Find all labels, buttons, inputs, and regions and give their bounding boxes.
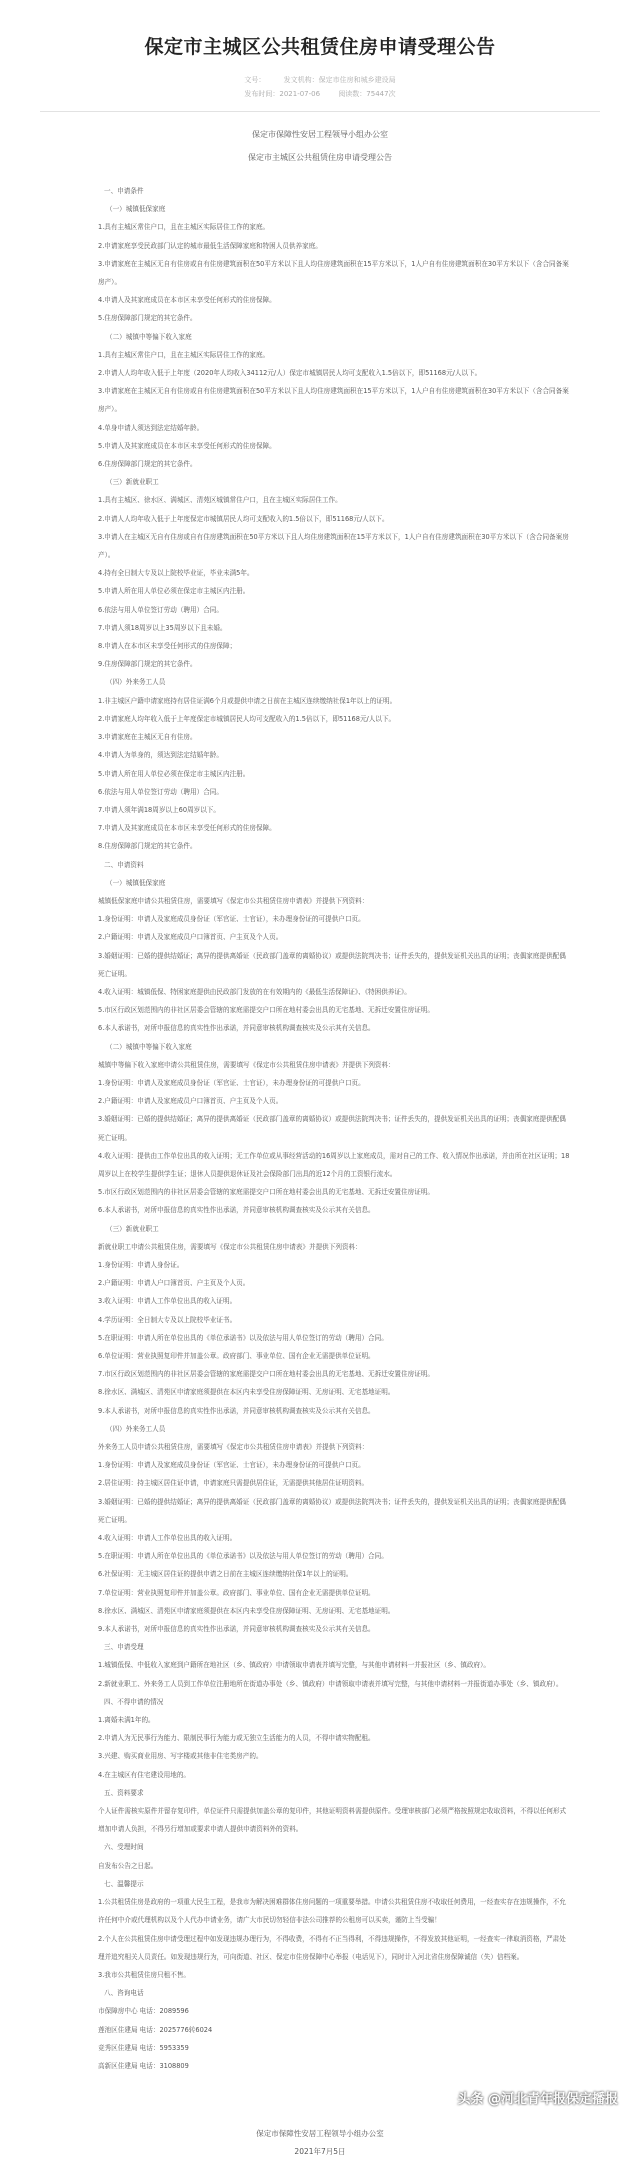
- view-count: 阅读数：75447次: [338, 90, 396, 98]
- paragraph: 1.城镇低保、中低收入家庭到户籍所在地社区（乡、镇政府）申请领取申请表并填写完整，与其他申请材料一并报社区（乡、镇政府）。: [98, 1661, 491, 1670]
- section-heading: 八、咨询电话: [104, 1989, 144, 1998]
- paragraph: 6.住房保障部门规定的其它条件。: [98, 460, 197, 469]
- paragraph: 3.申请家庭在主城区无自有住房或自有住房建筑面积在50平方米以下且人均住房建筑面积在15平方米以下，1人户自有住房建筑面积在30平方米以下（含合同备案房产）。: [98, 259, 569, 287]
- paragraph: 城镇中等偏下收入家庭申请公共租赁住房，需要填写《保定市公共租赁住房申请表》并提供下列资料：: [98, 1060, 395, 1069]
- paragraph: 3.我市公共租赁住房只租不售。: [98, 1970, 191, 1979]
- paragraph: 2.申请人人均年收入低于上年度保定市城镇居民人均可支配收入的1.5倍以下，即51168元/人以下。: [98, 514, 389, 523]
- issuer-line: 保定市保障性安居工程领导小组办公室: [252, 130, 388, 139]
- subsection-heading: （四）外来务工人员: [106, 678, 166, 687]
- paragraph: 8.住房保障部门规定的其它条件。: [98, 842, 197, 851]
- paragraph: 个人证件需核实原件并留存复印件，单位证件只需提供加盖公章的复印件，其他证明资料需提供原件。受理审核部门必须严格按照规定收取资料，不得以任何形式增加申请人负担，不得另行增加或要求申请人提供申请资料外的资料。: [98, 1807, 567, 1834]
- paragraph: 7.申请人须年满18周岁以上60周岁以下。: [98, 805, 220, 814]
- signature-block: [40, 2125, 600, 2161]
- paragraph: 2.户籍证明：申请人及家庭成员户口簿首页、户主页及个人页。: [98, 1097, 283, 1106]
- paragraph: 6.依法与用人单位签订劳动（聘用）合同。: [98, 605, 223, 614]
- paragraph: 6.依法与用人单位签订劳动（聘用）合同。: [98, 787, 223, 796]
- subsection-heading: （三）新就业职工: [106, 1224, 159, 1233]
- paragraph: 3.兴建、购买商业用房、写字楼或其他非住宅类房产的。: [98, 1752, 263, 1761]
- paragraph: 5.在职证明：申请人所在单位出具的《单位承诺书》以及依法与用人单位签订的劳动（聘用）合同。: [98, 1333, 388, 1342]
- paragraph: 高新区住建局 电话：3108809: [98, 2061, 189, 2070]
- paragraph: 4.在主城区有住宅建设用地的。: [98, 1770, 191, 1779]
- paragraph: 5.市区行政区划范围内的非社区居委会管辖的家庭需提交户口所在地村委会出具的无宅基地、无拆迁安置住房证明。: [98, 1188, 434, 1197]
- paragraph: 4.收入证明：申请人工作单位出具的收入证明。: [98, 1534, 237, 1543]
- paragraph: 1.身份证明：申请人及家庭成员身份证（军官证、士官证），未办理身份证的可提供户口页。: [98, 1078, 365, 1087]
- paragraph: 6.社保证明：无主城区居住证的提供申请之日前在主城区连续缴纳社保1年以上的证明。: [98, 1570, 353, 1579]
- paragraph: 7.申请人及其家庭成员在本市区未享受任何形式的住房保障。: [98, 824, 276, 833]
- signature-date: 2021年7月5日: [294, 2147, 346, 2157]
- paragraph: 3.婚姻证明：已婚的提供结婚证；离异的提供离婚证（民政部门盖章的离婚协议）或提供法院判决书；证件丢失的，提供发证机关出具的证明；丧偶家庭提供配偶死亡证明。: [98, 1115, 566, 1142]
- subsection-heading: （四）外来务工人员: [106, 1424, 166, 1433]
- paragraph: 自发布公告之日起。: [98, 1861, 158, 1870]
- paragraph: 外来务工人员申请公共租赁住房，需要填写《保定市公共租赁住房申请表》并提供下列资料：: [98, 1443, 369, 1452]
- paragraph: 2.申请人为无民事行为能力、限制民事行为能力或无独立生活能力的人员，不得申请实物配租。: [98, 1734, 375, 1743]
- paragraph: 6.本人承诺书，对所申报信息的真实性作出承诺，并同意审核机构调查核实及公示其有关信息。: [98, 1206, 375, 1215]
- paragraph: 3.申请家庭在主城区无自有住房或自有住房建筑面积在50平方米以下且人均住房建筑面积在15平方米以下，1人户自有住房建筑面积在30平方米以下（含合同备案房产）。: [98, 387, 569, 414]
- paragraph: 5.申请人及其家庭成员在本市区未享受任何形式的住房保障。: [98, 441, 276, 450]
- paragraph: 5.申请人所在用人单位必须在保定市主城区内注册。: [98, 769, 250, 778]
- paragraph: 5.申请人所在用人单位必须在保定市主城区内注册。: [98, 587, 250, 596]
- subsection-heading: （二）城镇中等偏下收入家庭: [106, 332, 192, 341]
- subsection-heading: （一）城镇低保家庭: [106, 878, 166, 887]
- paragraph: 莲池区住建局 电话：2025776转6024: [98, 2025, 213, 2034]
- paragraph: 2.新就业职工、外来务工人员到工作单位注册地所在街道办事处（乡、镇政府）申请领取申请表并填写完整，与其他申请材料一并报街道办事处（乡、镇政府）。: [98, 1679, 563, 1688]
- paragraph: 3.婚姻证明：已婚的提供结婚证；离异的提供离婚证（民政部门盖章的离婚协议）或提供法院判决书；证件丢失的，提供发证机关出具的证明；丧偶家庭提供配偶死亡证明。: [98, 1497, 566, 1524]
- section-heading: 三、申请受理: [104, 1643, 144, 1652]
- paragraph: 4.学历证明：全日制大专及以上院校毕业证书。: [98, 1315, 237, 1324]
- paragraph: 城镇低保家庭申请公共租赁住房，需要填写《保定市公共租赁住房申请表》并提供下列资料：: [98, 896, 369, 905]
- subsection-heading: （三）新就业职工: [106, 478, 159, 487]
- paragraph: 1.具有主城区、徐水区、满城区、清苑区城镇常住户口，且在主城区实际居住工作。: [98, 496, 342, 505]
- paragraph: 8.申请人在本市区未享受任何形式的住房保障；: [98, 642, 237, 651]
- section-heading: 五、资料要求: [104, 1788, 144, 1797]
- paragraph: 4.收入证明：城镇低保、特困家庭提供由民政部门发放的在有效期内的《最低生活保障证》、《特困供养证》。: [98, 987, 411, 996]
- paragraph: 2.户籍证明：申请人户口簿首页、户主页及个人页。: [98, 1279, 250, 1288]
- subsection-heading: （一）城镇低保家庭: [106, 205, 166, 214]
- paragraph: 1.身份证明：申请人及家庭成员身份证（军官证、士官证），未办理身份证的可提供户口页。: [98, 915, 365, 924]
- subtitle-line: 保定市主城区公共租赁住房申请受理公告: [248, 153, 392, 162]
- paragraph: 1.具有主城区常住户口，且在主城区实际居住工作的家庭。: [98, 350, 270, 359]
- section-heading: 一、申请条件: [104, 187, 144, 195]
- paragraph: 7.市区行政区划范围内的非社区居委会管辖的家庭需提交户口所在地村委会出具的无宅基地、无拆迁安置住房证明。: [98, 1370, 434, 1379]
- paragraph: 9.本人承诺书，对所申报信息的真实性作出承诺，并同意审核机构调查核实及公示其有关信息。: [98, 1625, 375, 1634]
- divider: [40, 111, 600, 112]
- paragraph: 4.持有全日制大专及以上院校毕业证，毕业未满5年。: [98, 569, 254, 578]
- paragraph: 8.徐水区、满城区、清苑区申请家庭须提供在本区内未享受住房保障证明、无房证明、无宅基地证明。: [98, 1388, 395, 1397]
- paragraph: 1.公共租赁住房是政府的一项重大民生工程，是我市为解决困难群体住房问题的一项重要举措。申请公共租赁住房不收取任何费用，一经查实存在违规操作，不允许任何中介或代理机构以及个人代办申请业务，请广大市民切勿轻信非法公司推荐的公租房可以买卖，谨防上当受骗！: [98, 1898, 566, 1925]
- watermark: 头条 @河北青年报保定播报: [457, 2092, 618, 2107]
- doc-number-label: 文号：: [244, 76, 266, 84]
- paragraph: 1.身份证明：申请人身份证。: [98, 1260, 184, 1269]
- paragraph: 竞秀区住建局 电话：5953359: [98, 2043, 189, 2052]
- paragraph: 9.住房保障部门规定的其它条件。: [98, 660, 197, 669]
- paragraph: 2.申请人人均年收入低于上年度（2020年人均收入34112元/人）保定市城镇居民人均可支配收入1.5倍以下，即51168元/人以下。: [98, 369, 482, 378]
- paragraph: 5.住房保障部门规定的其它条件。: [98, 314, 197, 323]
- paragraph: 5.在职证明：申请人所在单位出具的《单位承诺书》以及依法与用人单位签订的劳动（聘用）合同。: [98, 1552, 388, 1561]
- paragraph: 2.申请家庭享受民政部门认定的城市最低生活保障家庭和特困人员供养家庭。: [98, 241, 322, 250]
- paragraph: 2.申请家庭人均年收入低于上年度保定市城镇居民人均可支配收入的1.5倍以下，即51168元/人以下。: [98, 714, 396, 723]
- paragraph: 7.单位证明：营业执照复印件并加盖公章。政府部门、事业单位、国有企业无需提供单位证明。: [98, 1588, 375, 1597]
- issuer-label: 发文机构：保定市住房和城乡建设局: [283, 76, 396, 84]
- paragraph: 1.身份证明：申请人及家庭成员身份证（军官证、士官证），未办理身份证的可提供户口页。: [98, 1461, 365, 1470]
- paragraph: 6.本人承诺书，对所申报信息的真实性作出承诺，并同意审核机构调查核实及公示其有关信息。: [98, 1024, 375, 1033]
- section-heading: 二、申请资料: [104, 860, 144, 869]
- paragraph: 4.申请人为单身的，须达到法定结婚年龄。: [98, 751, 223, 760]
- paragraph: 4.收入证明：提供由工作单位出具的收入证明；无工作单位或从事经营活动的16周岁以上家庭成员，需对自己的工作、收入情况作出承诺，并由所在社区证明；18周岁以上在校学生提供学生证；退休人员提供退休证及社会保险部门出具的近12个月的工资银行流水。: [98, 1151, 570, 1178]
- section-heading: 六、受理时间: [104, 1843, 144, 1852]
- paragraph: 2.个人在公共租赁住房申请受理过程中如发现违规办理行为，不得收费，不得有不正当得利，不得违规操作，不得发放其他证明，一经查实一律取消资格，严肃处理并追究相关人员责任。如发现违规行为，可向街道、社区、保定市住房保障中心举报（电话见下），同时计入河北省住房保障诚信（失）信档案。: [98, 1934, 566, 1961]
- paragraph: 2.户籍证明：申请人及家庭成员户口簿首页、户主页及个人页。: [98, 933, 283, 942]
- paragraph: 3.申请家庭在主城区无自有住房。: [98, 733, 197, 742]
- paragraph: 4.申请人及其家庭成员在本市区未享受任何形式的住房保障。: [98, 296, 276, 305]
- paragraph: 3.收入证明：申请人工作单位出具的收入证明。: [98, 1297, 237, 1306]
- publish-date: 发布时间：2021-07-06: [244, 90, 321, 98]
- page-title: 保定市主城区公共租赁住房申请受理公告: [144, 36, 496, 58]
- section-heading: 四、不得申请的情况: [104, 1697, 164, 1706]
- section-heading: 七、温馨提示: [104, 1879, 144, 1888]
- subsection-heading: （二）城镇中等偏下收入家庭: [106, 1042, 192, 1051]
- paragraph: 7.申请人须18周岁以上35周岁以下且未婚。: [98, 623, 227, 632]
- paragraph: 1.离婚未满1年的。: [98, 1716, 155, 1725]
- paragraph: 4.单身申请人须达到法定结婚年龄。: [98, 423, 204, 432]
- paragraph: 3.申请人在主城区无自有住房或自有住房建筑面积在50平方米以下且人均住房建筑面积在15平方米以下，1人户自有住房建筑面积在30平方米以下（含合同备案房产）。: [98, 532, 569, 560]
- paragraph: 市保障房中心 电话：2089596: [98, 2007, 189, 2016]
- announcement-body: [40, 182, 600, 2075]
- paragraph: 5.市区行政区划范围内的非社区居委会管辖的家庭需提交户口所在地村委会出具的无宅基地、无拆迁安置住房证明。: [98, 1006, 434, 1015]
- paragraph: 6.单位证明：营业执照复印件并加盖公章。政府部门、事业单位、国有企业无需提供单位证明。: [98, 1352, 375, 1360]
- paragraph: 1.非主城区户籍申请家庭持有居住证满6个月或提供申请之日前在主城区连续缴纳社保1年以上的证明。: [98, 696, 397, 705]
- paragraph: 3.婚姻证明：已婚的提供结婚证；离异的提供离婚证（民政部门盖章的离婚协议）或提供法院判决书；证件丢失的，提供发证机关出具的证明；丧偶家庭提供配偶死亡证明。: [98, 951, 566, 978]
- paragraph: 8.徐水区、满城区、清苑区申请家庭须提供在本区内未享受住房保障证明、无房证明、无宅基地证明。: [98, 1606, 395, 1615]
- signature-org: 保定市保障性安居工程领导小组办公室: [256, 2129, 384, 2139]
- paragraph: 新就业职工申请公共租赁住房，需要填写《保定市公共租赁住房申请表》并提供下列资料：: [98, 1242, 362, 1251]
- paragraph: 2.居住证明：持主城区居住证申请，申请家庭只需提供居住证，无需提供其他居住证明资料。: [98, 1479, 369, 1488]
- paragraph: 1.具有主城区常住户口，且在主城区实际居住工作的家庭。: [98, 223, 270, 232]
- document-meta: [40, 73, 600, 101]
- paragraph: 9.本人承诺书，对所申报信息的真实性作出承诺，并同意审核机构调查核实及公示其有关信息。: [98, 1406, 375, 1415]
